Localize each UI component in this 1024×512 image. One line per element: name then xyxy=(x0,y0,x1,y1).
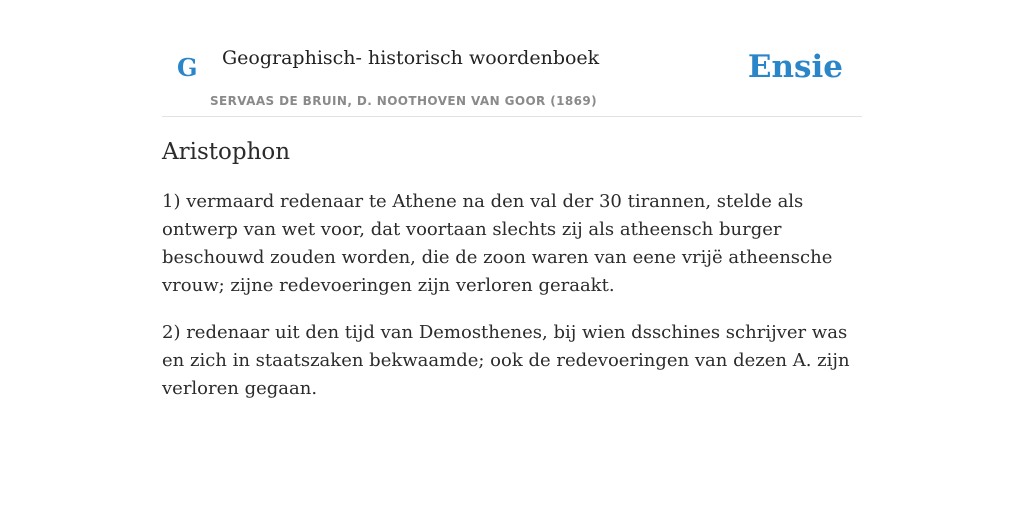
dictionary-logo[interactable]: G xyxy=(177,53,198,82)
dictionary-header xyxy=(162,0,862,117)
entry-title: Aristophon xyxy=(162,139,291,165)
dictionary-title[interactable]: Geographisch- historisch woordenboek xyxy=(222,47,600,69)
dictionary-authors: SERVAAS DE BRUIN, D. NOOTHOVEN VAN GOOR (1869) xyxy=(210,94,598,108)
definition-1: 1) vermaard redenaar te Athene na den val der 30 tirannen, stelde als ontwerp van wet voor, dat voortaan slechts zij als atheensch burger beschouwd zouden worden, die de zoon waren van eene vrijë atheensche vrouw; zijne redevoeringen zijn verloren geraakt. xyxy=(162,190,833,296)
ensie-logo[interactable]: Ensie xyxy=(747,49,843,85)
entry-content xyxy=(162,138,862,403)
definition-2: 2) redenaar uit den tijd van Demosthenes, bij wien dsschines schrijver was en zich in staatszaken bekwaamde; ook de redevoeringen van dezen A. zijn verloren gegaan. xyxy=(162,321,850,399)
